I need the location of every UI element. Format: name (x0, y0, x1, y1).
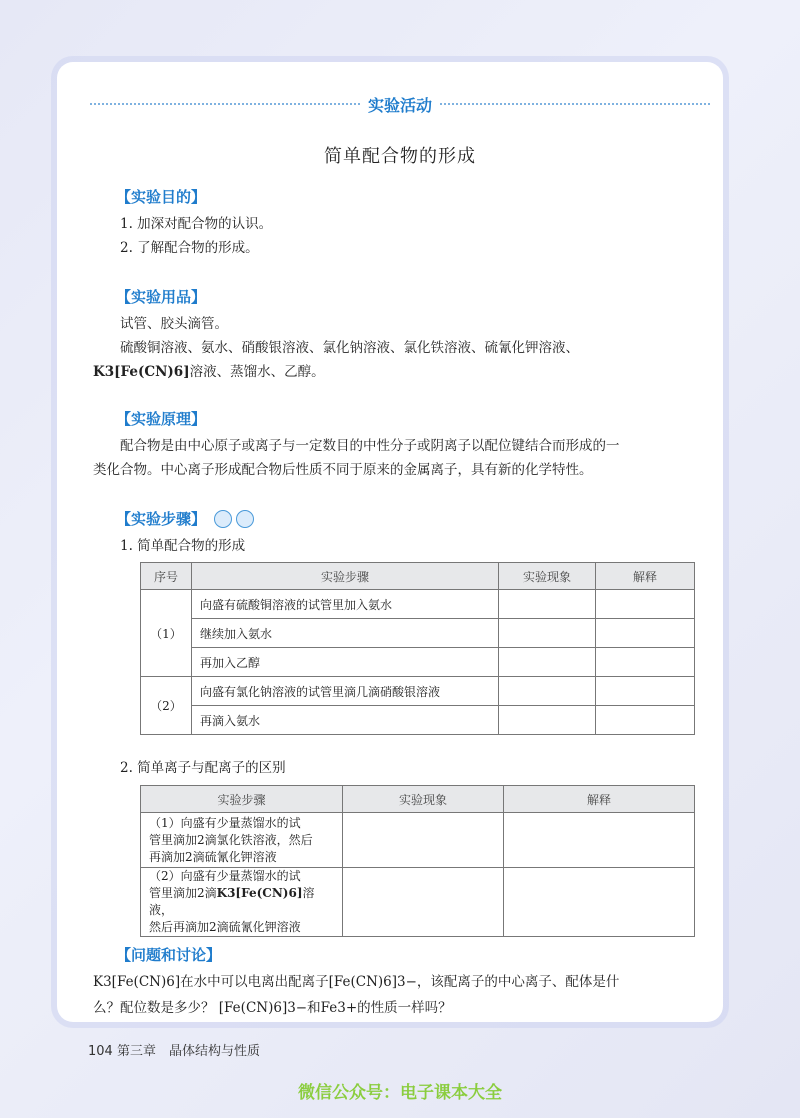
step-cell (141, 868, 343, 937)
step-text: 溶液， (149, 886, 315, 917)
table-header: 实验现象 (343, 786, 504, 813)
materials-line-3-rest: 溶液、蒸馏水、乙醇。 (189, 364, 325, 380)
step-line: 管里滴加2滴氯化铁溶液，然后 (149, 832, 313, 847)
table-ion-comparison (140, 785, 695, 937)
phenomenon-cell (343, 868, 504, 937)
purpose-item-1: 1. 加深对配合物的认识。 (120, 216, 273, 232)
explanation-cell (596, 619, 695, 648)
section-heading-principle: 【实验原理】 (116, 410, 207, 428)
table-row (141, 648, 695, 677)
materials-line-2: 硫酸铜溶液、氨水、硝酸银溶液、氯化钠溶液、氯化铁溶液、硫氰化钾溶液、 (120, 340, 579, 356)
table-row (141, 677, 695, 706)
table-header-row (141, 786, 695, 813)
phenomenon-cell (499, 648, 596, 677)
explanation-cell (596, 648, 695, 677)
wechat-account-watermark: 微信公众号：电子课本大全 (298, 1083, 502, 1103)
step-line: 然后再滴加2滴硫氰化钾溶液 (149, 920, 301, 934)
table-row (141, 706, 695, 735)
table-complex-formation (140, 562, 695, 735)
step-cell: 向盛有氯化钠溶液的试管里滴几滴硝酸银溶液 (192, 677, 499, 706)
step-cell: 再加入乙醇 (192, 648, 499, 677)
phenomenon-cell (343, 813, 504, 868)
discussion-line-2: 么？配位数是多少？ [Fe(CN)6]3−和Fe3+的性质一样吗？ (93, 1000, 452, 1016)
phenomenon-cell (499, 677, 596, 706)
step-cell (141, 813, 343, 868)
table-row (141, 619, 695, 648)
banner-dots-right (440, 103, 710, 105)
section-heading-materials: 【实验用品】 (116, 288, 207, 306)
table-row (141, 590, 695, 619)
table-header: 序号 (141, 563, 192, 590)
phenomenon-cell (499, 706, 596, 735)
principle-line-2: 类化合物。中心离子形成配合物后性质不同于原来的金属离子，具有新的化学特性。 (93, 462, 593, 478)
table-header: 解释 (596, 563, 695, 590)
safety-goggles-icon (214, 510, 232, 528)
table-row (141, 868, 695, 937)
discussion-line-1: K3[Fe(CN)6]在水中可以电离出配离子[Fe(CN)6]3−，该配离子的中心离子、配体是什 (93, 974, 620, 990)
explanation-cell (596, 706, 695, 735)
formula-k3fecn6: K3[Fe(CN)6] (216, 886, 303, 900)
step-line (149, 885, 334, 919)
banner-dots-left (90, 103, 360, 105)
step-cell: 继续加入氨水 (192, 619, 499, 648)
group-label: （2） (141, 677, 192, 735)
step-text: 管里滴加2滴 (149, 886, 217, 900)
hand-wash-icon (236, 510, 254, 528)
purpose-item-2: 2. 了解配合物的形成。 (120, 240, 259, 256)
table-header: 解释 (504, 786, 695, 813)
steps-part-2: 2. 简单离子与配离子的区别 (120, 760, 286, 776)
page-footer: 104 第三章 晶体结构与性质 (88, 1044, 260, 1059)
table-header: 实验步骤 (141, 786, 343, 813)
section-heading-steps: 【实验步骤】 (116, 510, 207, 528)
step-line: （1）向盛有少量蒸馏水的试 (149, 815, 301, 830)
section-heading-purpose: 【实验目的】 (116, 188, 207, 206)
principle-line-1: 配合物是由中心原子或离子与一定数目的中性分子或阴离子以配位键结合而形成的一 (120, 438, 620, 454)
steps-part-1: 1. 简单配合物的形成 (120, 538, 246, 554)
step-cell: 向盛有硫酸铜溶液的试管里加入氨水 (192, 590, 499, 619)
explanation-cell (596, 590, 695, 619)
step-line: （2）向盛有少量蒸馏水的试 (149, 869, 301, 883)
formula-k3fecn6: K3[Fe(CN)6] (93, 364, 190, 380)
explanation-cell (504, 813, 695, 868)
explanation-cell (596, 677, 695, 706)
phenomenon-cell (499, 590, 596, 619)
materials-line-1: 试管、胶头滴管。 (120, 316, 228, 332)
materials-line-3 (93, 360, 325, 380)
group-label: （1） (141, 590, 192, 677)
table-row (141, 813, 695, 868)
step-cell: 再滴入氨水 (192, 706, 499, 735)
banner-title: 实验活动 (368, 95, 433, 115)
table-header: 实验步骤 (192, 563, 499, 590)
explanation-cell (504, 868, 695, 937)
page-title: 简单配合物的形成 (324, 146, 476, 167)
table-header-row (141, 563, 695, 590)
table-header: 实验现象 (499, 563, 596, 590)
activity-banner (90, 92, 710, 116)
step-line: 再滴加2滴硫氰化钾溶液 (149, 849, 277, 864)
phenomenon-cell (499, 619, 596, 648)
section-heading-discussion: 【问题和讨论】 (116, 946, 222, 964)
step-icons (214, 510, 254, 528)
